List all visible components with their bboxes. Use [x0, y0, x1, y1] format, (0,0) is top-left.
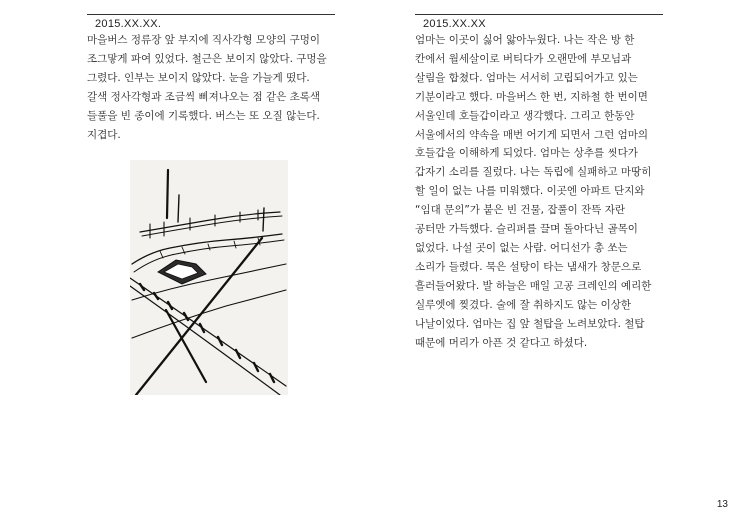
body-text: 마을버스 정류장 앞 부지에 직사각형 모양의 구멍이 조그맣게 파여 있었다. 철근은 보이지 않았다. 구멍을 그렸다. 인부는 보이지 않았다. 눈을 가늘게 떴다. 갈색 정사각형과 조금씩 삐져나오는 점 같은 초록색 들풀을 빈 종이에 기록했다. 버스는 또 오질 않는다. 지겹다. — [87, 34, 327, 141]
construction-site-illustration — [130, 160, 288, 395]
entry-date: 2015.XX.XX. — [95, 18, 162, 30]
page-number: 13 — [716, 499, 728, 510]
line-drawing — [130, 160, 288, 395]
right-page — [415, 0, 663, 352]
entry-date: 2015.XX.XX — [423, 18, 486, 30]
top-rule — [87, 14, 335, 15]
body-text: 엄마는 이곳이 싫어 앓아누웠다. 나는 작은 방 한 칸에서 월세살이로 버티다가 오랜만에 부모님과 살림을 합쳤다. 엄마는 서서히 고립되어가고 있는 기분이라고 했다. 마을버스 한 번, 지하철 한 번이면 서울인데 호들갑이라고 생각했다. 그리고 한동안 서울에서의 약속을 매번 어기게 되면서 그런 엄마의 호들갑을 이해하게 되었다. 엄마는 상추를 씻다가 갑자기 소리를 질렀다. 나는 독립에 실패하고 마땅히 할 일이 없는 나를 미워했다. 이곳엔 아파트 단지와 “임대 문의”가 붙은 빈 건물, 잡풀이 잔뜩 자란 공터만 가득했다. 슬리퍼를 끌며 돌아다닌 골목이 없었다. 나설 곳이 없는 사람. 어디선가 총 쏘는 소리가 들렸다. 묵은 설탕이 타는 냄새가 창문으로 흘러들어왔다. 발 하늘은 매일 고공 크레인의 예리한 실루엣에 찢겼다. 술에 잘 취하지도 않는 이상한 나날이었다. 엄마는 집 앞 철탑을 노려보았다. 철탑 때문에 머리가 아픈 것 같다고 하셨다. — [415, 34, 652, 349]
top-rule — [415, 14, 663, 15]
left-page — [87, 0, 335, 144]
